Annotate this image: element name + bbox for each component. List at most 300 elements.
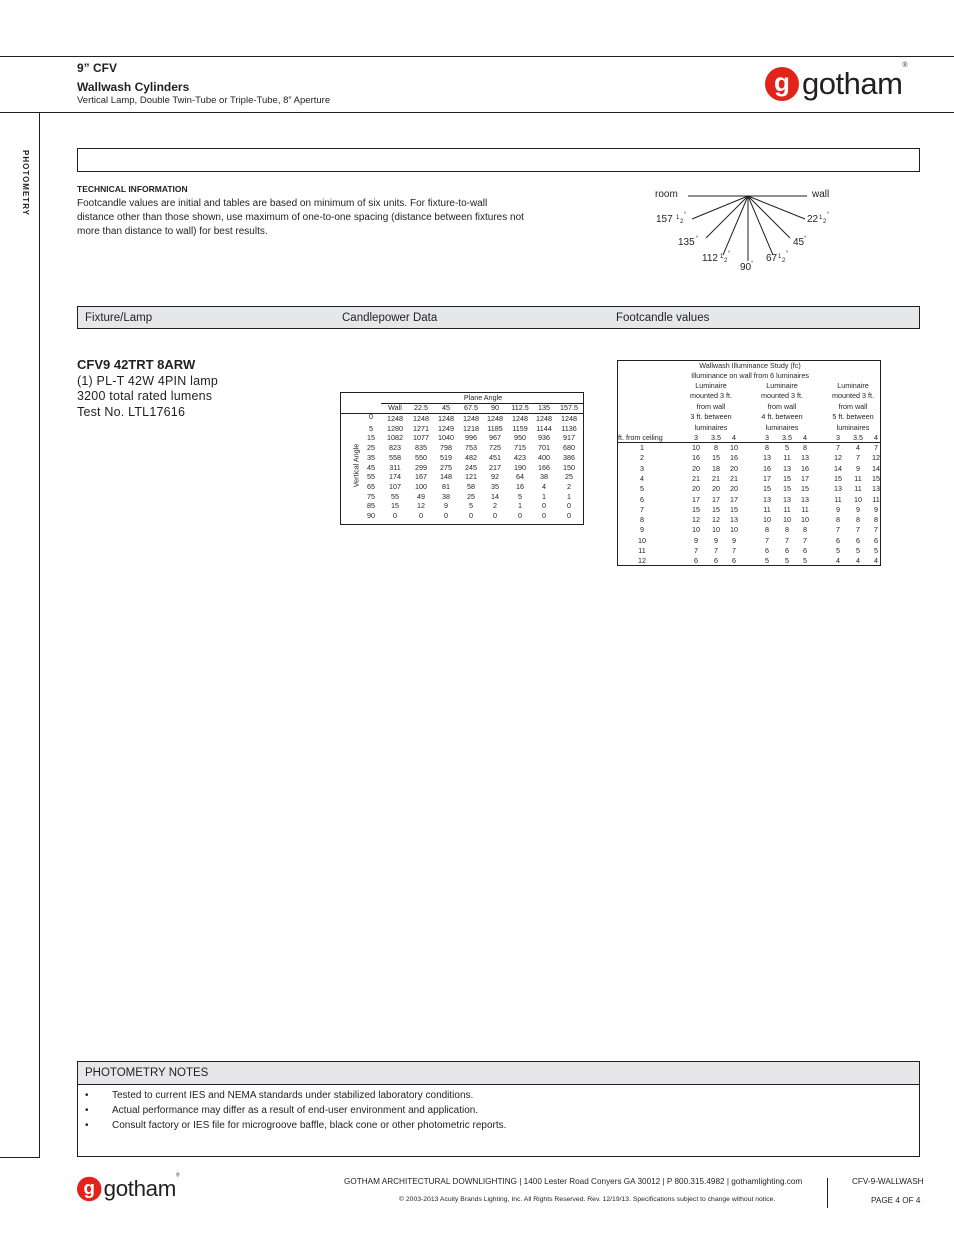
vertical-angle-cell: 35 [367, 452, 375, 462]
illuminance-cell: 15 [783, 473, 791, 483]
candlepower-cell: 0 [542, 501, 546, 511]
candlepower-cell: 725 [489, 443, 501, 453]
illuminance-cell: 12 [834, 453, 842, 463]
fixture-test-line: Test No. LTL17616 [77, 405, 186, 419]
illuminance-cell: 14 [834, 463, 842, 473]
illuminance-cell: 15 [872, 473, 880, 483]
vertical-angle-cell: 75 [367, 491, 375, 501]
candlepower-cell: 14 [491, 491, 499, 501]
candlepower-cell: 92 [491, 472, 499, 482]
illuminance-cell: 10 [730, 525, 738, 535]
svg-text:°: ° [804, 236, 807, 242]
footer-logo [77, 1173, 180, 1202]
illuminance-cell: 12 [692, 515, 700, 525]
candlepower-cell: 519 [440, 452, 452, 462]
illuminance-cell: 6 [803, 546, 807, 555]
wallwash-title: Wallwash Illuminance Study (fc) [699, 361, 801, 370]
side-tab [0, 113, 40, 1158]
candlepower-cell: 715 [514, 443, 526, 453]
spacing-sub-header: 3.5 [711, 433, 721, 442]
wallwash-table [617, 360, 881, 566]
illuminance-cell: 21 [730, 473, 738, 483]
illuminance-cell: 20 [712, 484, 720, 494]
illuminance-cell: 4 [856, 556, 860, 566]
illuminance-cell: 11 [763, 504, 771, 514]
illuminance-cell: 20 [730, 484, 738, 494]
photometry-notes: PHOTOMETRY NOTES • Tested to current IES and NEMA standards under stabilized laboratory conditions. • Actual performance may differ as a result of end-user environment and application. • Consult factory or IES file for microgroove baffle, black cone or other photometric reports. [77, 1061, 920, 1157]
illuminance-cell: 6 [874, 535, 878, 545]
candlepower-cell: 174 [389, 472, 401, 482]
illuminance-cell: 6 [836, 535, 840, 545]
candlepower-cell: 38 [540, 472, 548, 482]
illuminance-cell: 20 [692, 484, 700, 494]
candlepower-cell: 0 [518, 511, 522, 520]
illuminance-cell: 13 [834, 484, 842, 494]
illuminance-cell: 20 [692, 463, 700, 473]
logo-mark-icon: g [765, 67, 799, 101]
illuminance-cell: 9 [856, 504, 860, 514]
illuminance-cell: 5 [765, 556, 769, 566]
ft-from-ceiling-cell: 9 [640, 525, 644, 535]
wallwash-angle-diagram [650, 185, 850, 275]
footer-divider [827, 1178, 828, 1208]
illuminance-cell: 7 [836, 443, 840, 452]
plane-angle-label: Plane Angle [463, 393, 503, 402]
candlepower-cell: 550 [415, 452, 427, 462]
illuminance-cell: 15 [712, 453, 720, 463]
illuminance-cell: 12 [872, 453, 880, 463]
candlepower-cell: 311 [389, 462, 401, 472]
illuminance-cell: 11 [854, 473, 862, 483]
candlepower-cell: 451 [489, 452, 501, 462]
candlepower-cell: 1136 [561, 423, 577, 433]
candlepower-cell: 0 [444, 511, 448, 520]
candlepower-cell: 423 [514, 452, 526, 462]
candlepower-cell: 386 [563, 452, 575, 462]
candlepower-cell: 0 [393, 511, 397, 520]
candlepower-cell: 121 [465, 472, 477, 482]
vertical-angle-cell: 25 [367, 443, 375, 453]
vertical-angle-cell: 65 [367, 481, 375, 491]
candlepower-cell: 1144 [536, 423, 552, 433]
fixture-lumens-line: 3200 total rated lumens [77, 389, 213, 403]
ft-from-ceiling-cell: 10 [638, 535, 646, 545]
candlepower-cell: 64 [516, 472, 524, 482]
header-logo [765, 62, 908, 102]
illuminance-cell: 10 [854, 494, 862, 504]
ft-from-ceiling-cell: 11 [638, 546, 646, 555]
header-bottom-rule [0, 112, 954, 113]
illuminance-cell: 7 [732, 546, 736, 555]
illuminance-cell: 5 [803, 556, 807, 566]
candlepower-cell: 1248 [438, 414, 454, 423]
plane-angle-header: 67.5 [464, 403, 478, 412]
illuminance-cell: 18 [712, 463, 720, 473]
candlepower-cell: 558 [389, 452, 401, 462]
vertical-angle-cell: 85 [367, 501, 375, 511]
page-description: Vertical Lamp, Double Twin-Tube or Triple-Tube, 8” Aperture [77, 95, 331, 106]
candlepower-cell: 1218 [463, 423, 479, 433]
spacing-sub-header: 3 [765, 433, 769, 442]
fixture-lamp-line: (1) PL-T 42W 4PIN lamp [77, 374, 219, 388]
illuminance-cell: 10 [801, 515, 809, 525]
vertical-angle-cell: 5 [369, 423, 373, 433]
illuminance-cell: 5 [836, 546, 840, 555]
illuminance-cell: 17 [730, 494, 738, 504]
candlepower-cell: 0 [493, 511, 497, 520]
footer-copyright: © 2003-2013 Acuity Brands Lighting, Inc. All Rights Reserved. Rev. 12/19/13. Specifications subject to change without notice. [399, 1196, 776, 1203]
ft-from-ceiling-cell: 5 [640, 484, 644, 494]
candlepower-cell: 917 [563, 433, 575, 443]
technical-text: Footcandle values are initial and tables are based on minimum of six units. For fixture-to-wall distance other than those shown, use maximum of one-to-one spacing (distance between fixtures not more than distance to wall) for best results. [77, 198, 524, 237]
svg-text:°: ° [786, 251, 789, 257]
candlepower-cell: 823 [389, 443, 401, 453]
illuminance-cell: 4 [874, 556, 878, 566]
candlepower-cell: 0 [567, 511, 571, 520]
ft-from-ceiling-cell: 4 [640, 473, 644, 483]
wallwash-group-header: from wall [767, 401, 797, 411]
svg-text:°: ° [728, 251, 731, 257]
illuminance-cell: 8 [765, 443, 769, 452]
vertical-angle-cell: 90 [367, 511, 375, 520]
notes-heading: PHOTOMETRY NOTES [78, 1062, 919, 1085]
spacing-sub-header: 3 [694, 433, 698, 442]
candlepower-cell: 1159 [512, 423, 528, 433]
plane-angle-header: 90 [491, 403, 499, 412]
illuminance-cell: 9 [732, 535, 736, 545]
candlepower-cell: 58 [467, 481, 475, 491]
plane-angle-header: Wall [388, 403, 402, 412]
candlepower-cell: 5 [469, 501, 473, 511]
footcandle-header: Footcandle values [616, 312, 710, 324]
illuminance-cell: 6 [785, 546, 789, 555]
spacing-sub-header: 3.5 [853, 433, 863, 442]
svg-text:22: 22 [807, 214, 819, 225]
illuminance-cell: 15 [712, 504, 720, 514]
candlepower-cell: 81 [442, 481, 450, 491]
illuminance-cell: 8 [785, 525, 789, 535]
illuminance-cell: 15 [783, 484, 791, 494]
page-number: PAGE 4 OF 4 [871, 1196, 921, 1205]
illuminance-cell: 7 [694, 546, 698, 555]
ft-from-ceiling-cell: 1 [640, 443, 644, 452]
svg-text:°: ° [751, 261, 754, 267]
svg-text:2: 2 [782, 258, 786, 264]
top-rule [0, 56, 954, 57]
candlepower-table [340, 392, 584, 525]
candlepower-cell: 1248 [413, 414, 429, 423]
illuminance-cell: 13 [783, 463, 791, 473]
illuminance-cell: 9 [714, 535, 718, 545]
illuminance-cell: 8 [836, 515, 840, 525]
svg-text:1: 1 [676, 215, 680, 221]
candlepower-cell: 936 [538, 433, 550, 443]
candlepower-cell: 996 [465, 433, 477, 443]
illuminance-cell: 17 [763, 473, 771, 483]
candlepower-cell: 1248 [387, 414, 403, 423]
illuminance-cell: 13 [763, 494, 771, 504]
wallwash-group-header: mounted 3 ft. [832, 391, 874, 401]
svg-text:°: ° [696, 236, 699, 242]
plane-angle-header: 112.5 [511, 403, 529, 412]
illuminance-cell: 13 [730, 515, 738, 525]
candlepower-cell: 1 [518, 501, 522, 511]
svg-text:2: 2 [724, 258, 728, 264]
candlepower-cell: 798 [440, 443, 452, 453]
candlepower-cell: 4 [542, 481, 546, 491]
wallwash-group-header: from wall [696, 401, 726, 411]
candlepower-cell: 1248 [463, 414, 479, 423]
ft-from-ceiling-cell: 2 [640, 453, 644, 463]
wallwash-group-header: 3 ft. between [690, 412, 732, 422]
illuminance-cell: 16 [801, 463, 809, 473]
wallwash-group-header: luminaires [836, 422, 870, 432]
candlepower-cell: 0 [567, 501, 571, 511]
candlepower-cell: 166 [538, 462, 550, 472]
illuminance-cell: 21 [692, 473, 700, 483]
illuminance-cell: 6 [694, 556, 698, 566]
illuminance-cell: 7 [874, 525, 878, 535]
candlepower-cell: 16 [516, 481, 524, 491]
candlepower-cell: 5 [518, 491, 522, 501]
side-tab-label: PHOTOMETRY [21, 150, 30, 217]
candlepower-cell: 25 [467, 491, 475, 501]
illuminance-cell: 4 [836, 556, 840, 566]
illuminance-cell: 8 [803, 443, 807, 452]
svg-text:°: ° [827, 212, 830, 218]
illuminance-cell: 5 [874, 546, 878, 555]
illuminance-cell: 13 [872, 484, 880, 494]
illuminance-cell: 10 [692, 525, 700, 535]
spacing-sub-header: 4 [803, 433, 807, 442]
illuminance-cell: 7 [836, 525, 840, 535]
svg-text:67: 67 [766, 253, 778, 264]
illuminance-cell: 13 [763, 453, 771, 463]
wallwash-group-header: luminaires [765, 422, 799, 432]
plane-angle-header: 157.5 [560, 403, 578, 412]
candlepower-cell: 1248 [536, 414, 552, 423]
vertical-angle-cell: 45 [367, 462, 375, 472]
candlepower-cell: 49 [417, 491, 425, 501]
wallwash-group-header: Luminaire [766, 381, 798, 390]
room-label: room [655, 189, 678, 200]
candlepower-cell: 753 [465, 443, 477, 453]
candlepower-cell: 0 [469, 511, 473, 520]
spacing-sub-header: 4 [732, 433, 736, 442]
candlepower-cell: 0 [542, 511, 546, 520]
svg-text:90: 90 [740, 262, 752, 273]
candlepower-cell: 680 [563, 443, 575, 453]
illuminance-cell: 7 [803, 535, 807, 545]
logo-mark-icon: g [77, 1177, 101, 1201]
illuminance-cell: 17 [801, 473, 809, 483]
illuminance-cell: 6 [732, 556, 736, 566]
candlepower-cell: 55 [391, 491, 399, 501]
illuminance-cell: 16 [730, 453, 738, 463]
candlepower-cell: 190 [514, 462, 526, 472]
spacing-sub-header: 3 [836, 433, 840, 442]
wallwash-group-header: mounted 3 ft. [690, 391, 732, 401]
candlepower-cell: 150 [563, 462, 575, 472]
illuminance-cell: 7 [714, 546, 718, 555]
illuminance-cell: 15 [763, 484, 771, 494]
candlepower-cell: 1271 [413, 423, 429, 433]
illuminance-cell: 11 [801, 504, 809, 514]
candlepower-cell: 299 [415, 462, 427, 472]
illuminance-cell: 7 [785, 535, 789, 545]
candlepower-cell: 38 [442, 491, 450, 501]
candlepower-cell: 400 [538, 452, 550, 462]
illuminance-cell: 10 [783, 515, 791, 525]
fixture-lamp-header: Fixture/Lamp [85, 312, 153, 324]
illuminance-cell: 9 [874, 504, 878, 514]
candlepower-cell: 217 [489, 462, 501, 472]
candlepower-cell: 25 [565, 472, 573, 482]
logo-wordmark: gotham® [103, 1173, 180, 1202]
page-title: 9” CFV [77, 61, 118, 75]
illuminance-cell: 7 [856, 525, 860, 535]
illuminance-cell: 17 [692, 494, 700, 504]
title-box [77, 148, 920, 172]
illuminance-cell: 8 [714, 443, 718, 452]
ft-from-ceiling-cell: 7 [640, 504, 644, 514]
plane-angle-header: 45 [442, 403, 450, 412]
illuminance-cell: 5 [785, 443, 789, 452]
candlepower-cell: 967 [489, 433, 501, 443]
svg-text:157: 157 [656, 214, 673, 225]
wallwash-group-header: luminaires [694, 422, 728, 432]
candlepower-cell: 1082 [387, 433, 403, 443]
candlepower-cell: 835 [415, 443, 427, 453]
wallwash-group-header: mounted 3 ft. [761, 391, 803, 401]
illuminance-cell: 9 [694, 535, 698, 545]
illuminance-cell: 6 [856, 535, 860, 545]
illuminance-cell: 11 [783, 453, 791, 463]
illuminance-cell: 10 [692, 443, 700, 452]
candlepower-cell: 275 [440, 462, 452, 472]
illuminance-cell: 8 [765, 525, 769, 535]
illuminance-cell: 9 [836, 504, 840, 514]
illuminance-cell: 8 [874, 515, 878, 525]
candlepower-cell: 1077 [413, 433, 429, 443]
candlepower-cell: 0 [419, 511, 423, 520]
svg-text:2: 2 [680, 219, 684, 225]
illuminance-cell: 17 [712, 494, 720, 504]
candlepower-cell: 1 [542, 491, 546, 501]
plane-angle-header: 22.5 [414, 403, 428, 412]
spacing-sub-header: 4 [874, 433, 878, 442]
ft-from-ceiling-cell: 12 [638, 556, 646, 566]
wallwash-group-header: Luminaire [837, 381, 869, 390]
wallwash-group-header: Luminaire [695, 381, 727, 390]
svg-text:135: 135 [678, 237, 695, 248]
illuminance-cell: 9 [856, 463, 860, 473]
illuminance-cell: 13 [801, 494, 809, 504]
plane-angle-header: 135 [538, 403, 550, 412]
technical-heading: TECHNICAL INFORMATION [77, 184, 188, 194]
illuminance-cell: 7 [765, 535, 769, 545]
illuminance-cell: 20 [730, 463, 738, 473]
illuminance-cell: 6 [714, 556, 718, 566]
illuminance-cell: 10 [712, 525, 720, 535]
illuminance-cell: 10 [730, 443, 738, 452]
vertical-angle-cell: 55 [367, 472, 375, 482]
illuminance-cell: 5 [785, 556, 789, 566]
ft-from-ceiling-label: ft. from ceiling [618, 433, 663, 442]
candlepower-cell: 12 [417, 501, 425, 511]
wallwash-group-header: 5 ft. between [832, 412, 874, 422]
candlepower-cell: 35 [491, 481, 499, 491]
illuminance-cell: 11 [834, 494, 842, 504]
wallwash-group-header: 4 ft. between [761, 412, 803, 422]
candlepower-cell: 1185 [487, 423, 503, 433]
candlepower-cell: 2 [493, 501, 497, 511]
logo-wordmark: gotham® [802, 62, 908, 101]
illuminance-cell: 16 [763, 463, 771, 473]
section-header-bar [77, 306, 920, 329]
svg-text:°: ° [684, 212, 687, 218]
illuminance-cell: 13 [801, 453, 809, 463]
candlepower-cell: 1249 [438, 423, 454, 433]
wallwash-group-header: from wall [838, 401, 868, 411]
candlepower-cell: 1248 [561, 414, 577, 423]
illuminance-cell: 15 [692, 504, 700, 514]
candlepower-cell: 950 [514, 433, 526, 443]
fixture-code: CFV9 42TRT 8ARW [77, 357, 196, 372]
document-code: CFV-9-WALLWASH [852, 1177, 924, 1186]
ft-from-ceiling-cell: 8 [640, 515, 644, 525]
illuminance-cell: 11 [783, 504, 791, 514]
candlepower-cell: 9 [444, 501, 448, 511]
candlepower-cell: 1248 [487, 414, 503, 423]
svg-text:112: 112 [702, 253, 718, 264]
candlepower-cell: 1248 [512, 414, 528, 423]
wallwash-subtitle: Illuminance on wall from 6 luminaires [691, 371, 809, 380]
wall-label: wall [812, 189, 830, 200]
svg-text:1: 1 [720, 254, 724, 260]
svg-text:1: 1 [778, 254, 782, 260]
illuminance-cell: 11 [872, 494, 880, 504]
ft-from-ceiling-cell: 3 [640, 463, 644, 473]
candlepower-cell: 245 [465, 462, 477, 472]
illuminance-cell: 15 [834, 473, 842, 483]
svg-text:45: 45 [793, 237, 805, 248]
illuminance-cell: 7 [856, 453, 860, 463]
candlepower-cell: 482 [465, 452, 477, 462]
illuminance-cell: 15 [730, 504, 738, 514]
svg-text:2: 2 [823, 219, 827, 225]
illuminance-cell: 5 [856, 546, 860, 555]
candlepower-cell: 100 [415, 481, 427, 491]
vertical-angle-label: Vertical Angle [351, 443, 361, 488]
candlepower-cell: 1 [567, 491, 571, 501]
candlepower-cell: 167 [415, 472, 427, 482]
illuminance-cell: 15 [801, 484, 809, 494]
page-subtitle: Wallwash Cylinders [77, 80, 190, 94]
illuminance-cell: 10 [763, 515, 771, 525]
illuminance-cell: 21 [712, 473, 720, 483]
illuminance-cell: 11 [854, 484, 862, 494]
illuminance-cell: 8 [856, 515, 860, 525]
ft-from-ceiling-cell: 6 [640, 494, 644, 504]
illuminance-cell: 4 [856, 443, 860, 452]
illuminance-cell: 13 [783, 494, 791, 504]
illuminance-cell: 7 [874, 443, 878, 452]
candlepower-cell: 1280 [387, 423, 403, 433]
illuminance-cell: 6 [765, 546, 769, 555]
illuminance-cell: 12 [712, 515, 720, 525]
vertical-angle-cell: 15 [367, 433, 375, 443]
